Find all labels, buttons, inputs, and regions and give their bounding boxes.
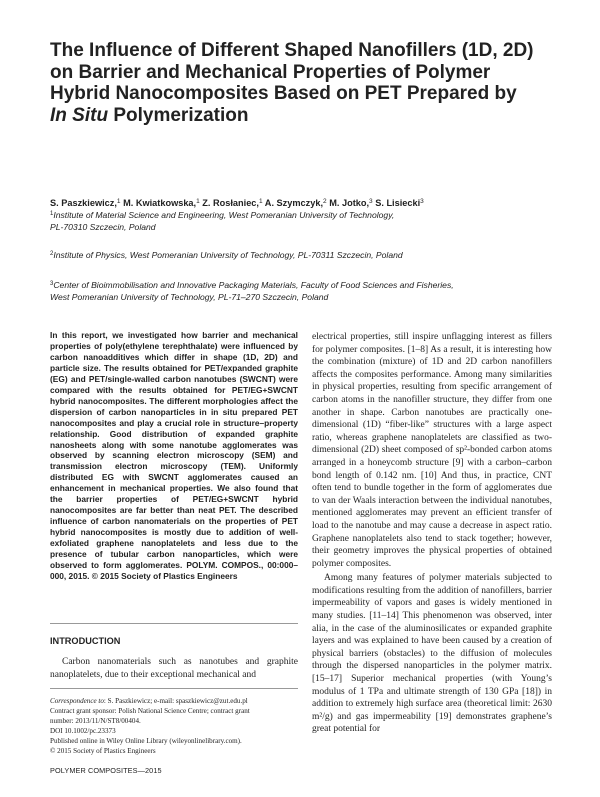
author-4-affil: 2 xyxy=(323,198,327,205)
intro-paragraph: Carbon nanomaterials such as nanotubes and graphite nanoplatelets, due to their exceptional mechanical and xyxy=(50,657,298,680)
title-line-4-italic: In Situ xyxy=(50,104,109,126)
affiliation-1-line-1: Institute of Material Science and Engineering, West Pomeranian University of Technology, xyxy=(53,210,395,220)
author-3: Z. Rosłaniec, xyxy=(199,198,259,208)
affiliation-1-line-2: PL-70310 Szczecin, Poland xyxy=(50,222,156,232)
footnotes xyxy=(50,696,300,757)
author-2-affil: 1 xyxy=(196,198,200,205)
affiliation-2-line-1: Institute of Physics, West Pomeranian University of Technology, PL-70311 Szczecin, Poland xyxy=(53,250,403,260)
author-6: S. Lisiecki xyxy=(372,198,421,208)
affiliation-2-sup: 2 xyxy=(50,251,54,257)
article-title xyxy=(50,40,550,126)
title-line-4-rest: Polymerization xyxy=(108,104,249,126)
author-5: M. Jotko, xyxy=(326,198,370,208)
affiliation-3-line-1: Center of Bioimmobilisation and Innovative Packaging Materials, Faculty of Food Sciences and Fisheries, xyxy=(53,280,454,290)
correspondence-label: Correspondence to xyxy=(50,697,104,705)
title-line-1: The Influence of Different Shaped Nanofillers (1D, 2D) xyxy=(50,40,534,61)
affiliation-3-line-2: West Pomeranian University of Technology, PL-71–270 Szczecin, Poland xyxy=(50,292,329,302)
page-footer: POLYMER COMPOSITES—2015 xyxy=(50,766,162,775)
right-column xyxy=(312,331,552,736)
author-1-affil: 1 xyxy=(116,198,121,205)
affiliation-3-sup: 3 xyxy=(50,281,54,287)
copyright: © 2015 Society of Plastics Engineers xyxy=(50,747,156,756)
affiliation-1 xyxy=(50,208,550,233)
right-column-paragraph-2: Among many features of polymer materials subjected to modifications resulting from the addition of nanofillers, barrier impermeability of vapors and gases is widely mentioned in many studies. [11–14] This phenomenon was observed, inter alia, in the case of the aluminosilicates or expanded graphite layers and was explained to have been caused by a creation of physical barriers (obstacles) to the diffusion of molecules through the dispersed nanoparticles in the polymer matrix. [15–17] Superior mechanical properties (with Young’s modulus of 1 TPa and ultimate strength of 130 GPa [18]) in addition to extremely high surface area (theoretical limit: 2630 m²/g) and gas impermeability [19] demonstrates graphene’s great potential for xyxy=(312,573,552,735)
affiliation-1-sup: 1 xyxy=(50,211,54,217)
author-1: S. Paszkiewicz, xyxy=(50,198,117,208)
author-6-affil: 3 xyxy=(420,198,424,205)
author-4: A. Szymczyk, xyxy=(262,198,324,208)
author-5-affil: 3 xyxy=(369,198,373,205)
footnote-divider xyxy=(50,688,298,689)
title-line-2: on Barrier and Mechanical Properties of Polymer xyxy=(50,61,491,83)
abstract: In this report, we investigated how barrier and mechanical properties of poly(ethylene terephthalate) were influenced by carbon nanoadditives which differ in shape (1D, 2D) and particle size. The results obtained for PET/expanded graphite (EG) and PET/single-walled carbon nanotubes (SWCNT) were compared with the results obtained for PET/EG+SWCNT hybrid nanocomposites. The different morphologies affect the dispersion of carbon nanoparticles in in situ prepared PET nanocomposites and play a crucial role in structure–property relationship. Good distribution of expanded graphite nanosheets along with some nanotube agglomerates was observed by scanning electron microscopy (SEM) and transmission electron microscopy (TEM). Uniformly distributed EG with SWCNT agglomerates caused an enhancement in mechanical properties. We also found that the barrier properties of PET/EG+SWCNT hybrid nanocomposites are far better than neat PET. The described influence of carbon nanomaterials on the properties of PET hybrid nanocomposites is mostly due to addition of well-exfoliated graphene nanoplatelets and less due to the presence of tubular carbon nanoparticles, which were observed to form agglomerates. POLYM. COMPOS., 00:000–000, 2015. © 2015 Society of Plastics Engineers xyxy=(50,330,298,581)
abstract-divider xyxy=(50,623,298,624)
affiliation-3 xyxy=(50,278,550,303)
affiliation-2 xyxy=(50,248,550,261)
section-heading-introduction: INTRODUCTION xyxy=(50,636,121,646)
grant-line-1: Contract grant sponsor: Polish National Science Centre; contract grant xyxy=(50,707,250,716)
right-column-paragraph-1: electrical properties, still inspire unflagging interest as fillers for polymer composites. [1–8] As a result, it is interesting how the combination (mixture) of 1D and 2D carbon nanofillers affects the composites performance. Among many similarities in physical properties, resulting from specific arrangement of carbon atoms in the nanofiller structure, they differ from one another in shape. Carbon nanotubes are practically one-dimensional (1D) “fiber-like” structures with a large aspect ratio, whereas graphene nanoplatelets are classified as two-dimensional (2D) sheet composed of sp²-bonded carbon atoms arranged in a honeycomb structure [9] with a carbon–carbon bond length of 0.142 nm. [10] And thus, in practice, CNT often tend to bundle together in the form of agglomerates due to van der Waals interaction between the individual nanotubes, mentioned agglomerates may prevent an efficient transfer of load to the nanotube and may cause a decrease in aspect ratio. Graphene nanoplatelets also tend to stack together; however, their geometry improves the physical properties of obtained polymer composites. xyxy=(312,332,552,569)
title-line-3: Hybrid Nanocomposites Based on PET Prepared by xyxy=(50,83,517,104)
grant-line-2: number: 2013/11/N/ST8/00404. xyxy=(50,717,141,726)
published-online: Published online in Wiley Online Library (wileyonlinelibrary.com). xyxy=(50,737,242,746)
author-3-affil: 1 xyxy=(258,198,263,205)
doi: DOI 10.1002/pc.23373 xyxy=(50,727,116,736)
author-2: M. Kwiatkowska, xyxy=(120,198,197,208)
correspondence-text: : S. Paszkiewicz; e-mail: spaszkiewicz@zut.edu.pl xyxy=(103,697,248,705)
